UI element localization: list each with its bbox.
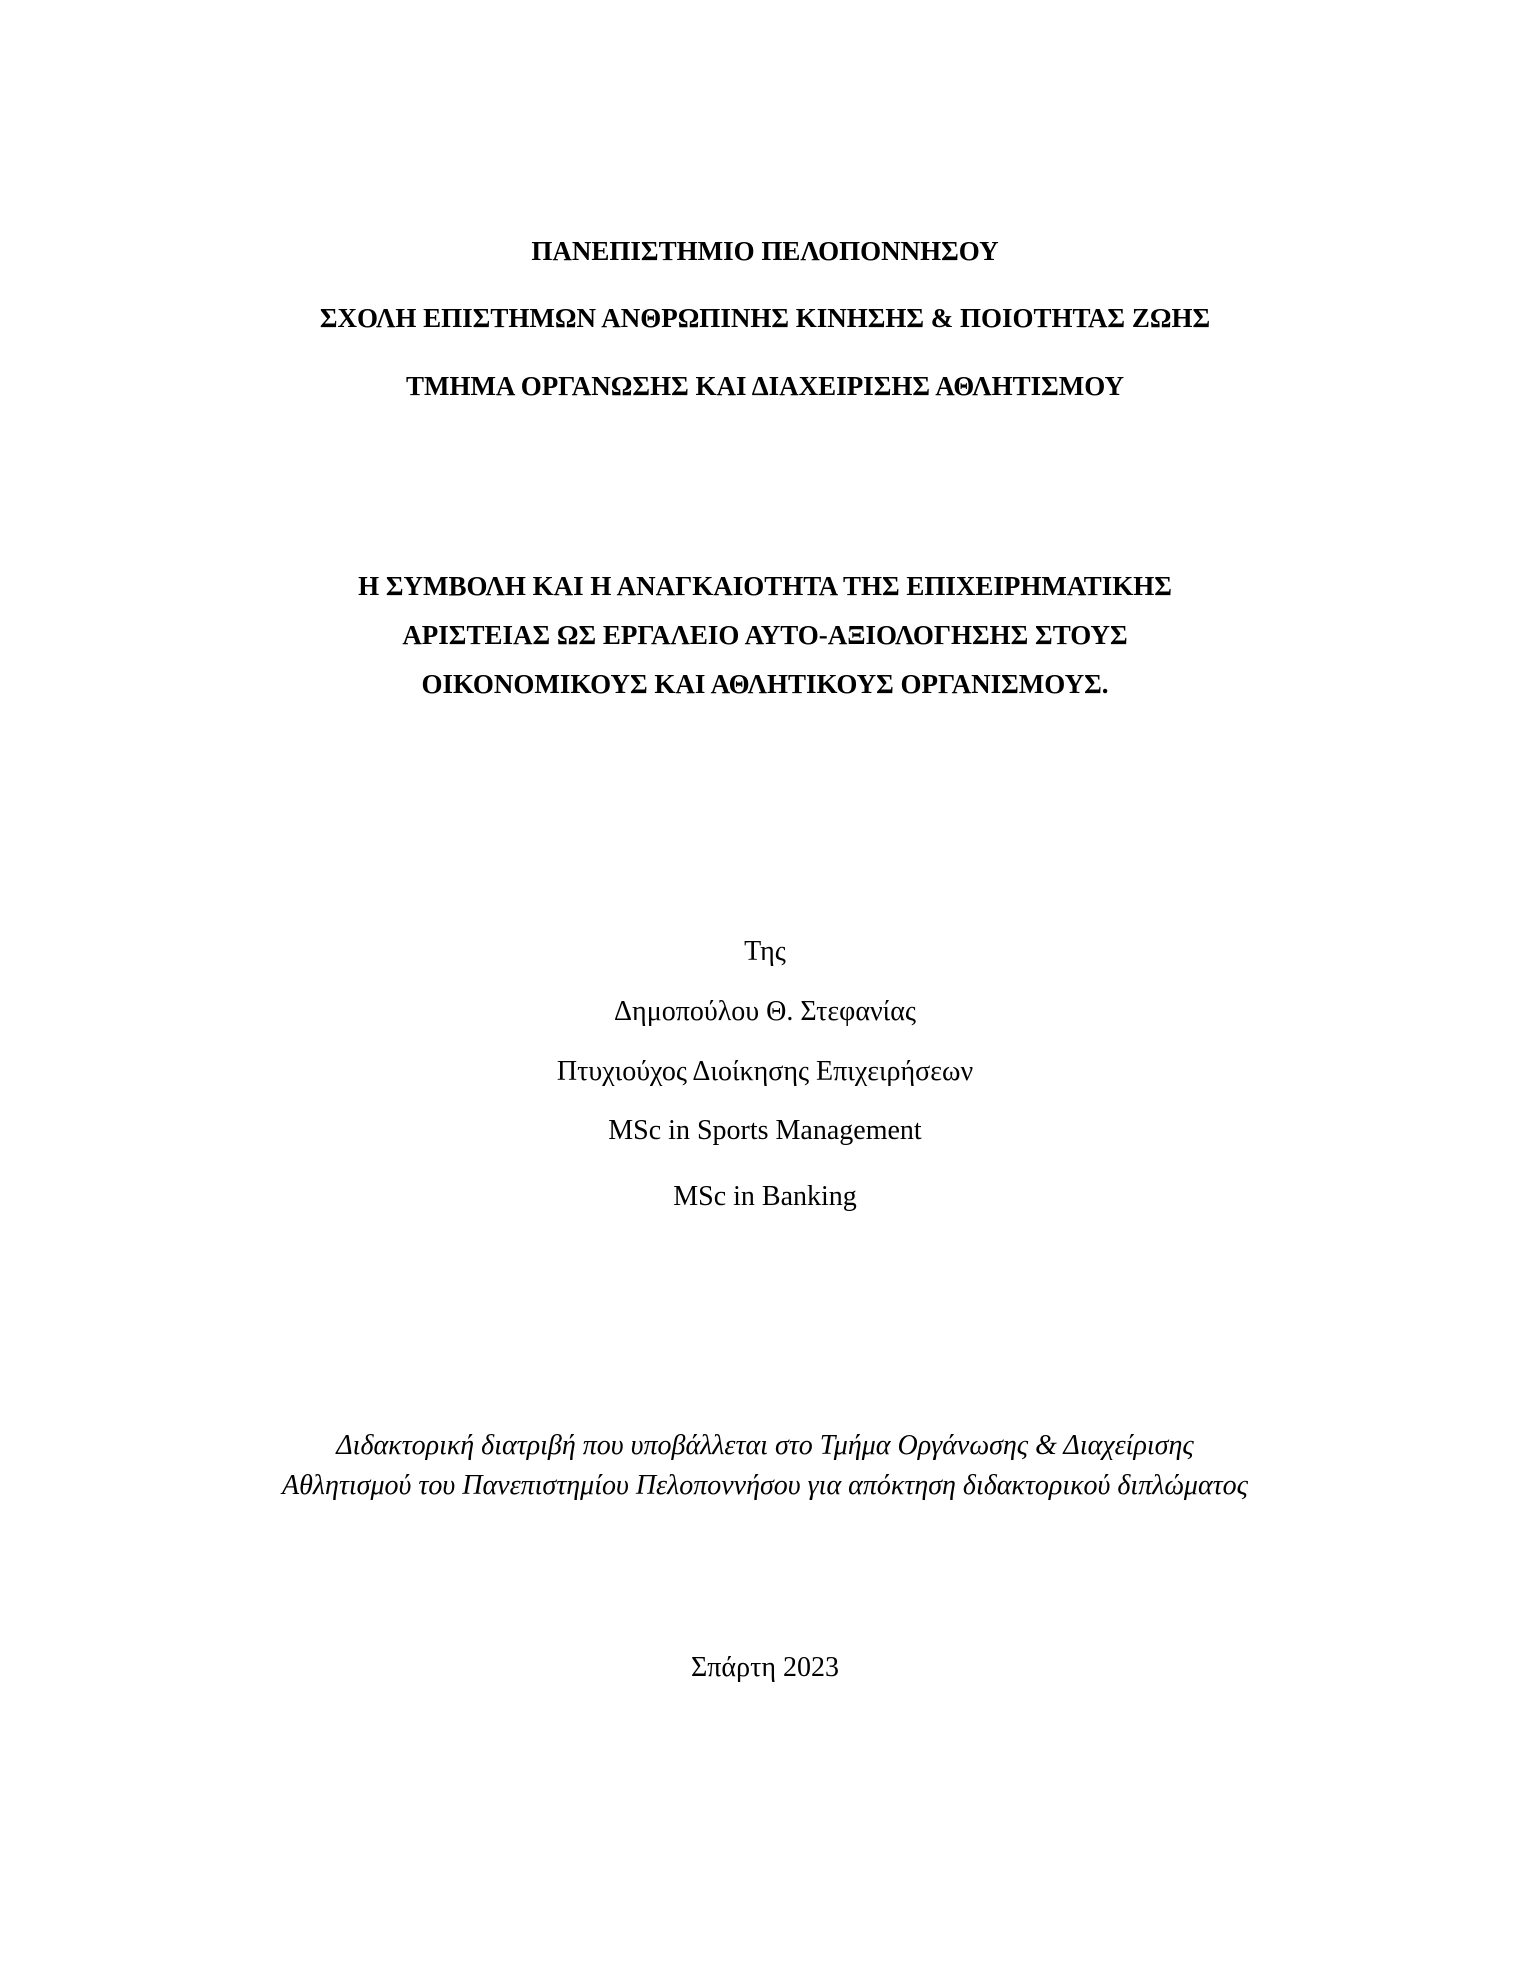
thesis-title-line-3: ΟΙΚΟΝΟΜΙΚΟΥΣ ΚΑΙ ΑΘΛΗΤΙΚΟΥΣ ΟΡΓΑΝΙΣΜΟΥΣ.: [421, 669, 1109, 699]
thesis-description-line-1: Διδακτορική διατριβή που υποβάλλεται στο Τμήμα Οργάνωσης & Διαχείρισης: [336, 1430, 1194, 1461]
thesis-description-line-2: Αθλητισμού του Πανεπιστημίου Πελοποννήσου για απόκτηση διδακτορικού διπλώματος: [281, 1470, 1249, 1501]
author-degree-3: MSc in Banking: [673, 1181, 857, 1212]
thesis-title-line-2: ΑΡΙΣΤΕΙΑΣ ΩΣ ΕΡΓΑΛΕΙΟ ΑΥΤΟ-ΑΞΙΟΛΟΓΗΣΗΣ ΣΤΟΥΣ: [402, 620, 1128, 650]
school-name: ΣΧΟΛΗ ΕΠΙΣΤΗΜΩΝ ΑΝΘΡΩΠΙΝΗΣ ΚΙΝΗΣΗΣ & ΠΟΙΟΤΗΤΑΣ ΖΩΗΣ: [319, 303, 1211, 333]
author-by-label: Της: [744, 936, 786, 967]
author-degree-1: Πτυχιούχος Διοίκησης Επιχειρήσεων: [556, 1056, 974, 1087]
author-degree-2: MSc in Sports Management: [608, 1115, 922, 1146]
thesis-title-line-1: Η ΣΥΜΒΟΛΗ ΚΑΙ Η ΑΝΑΓΚΑΙΟΤΗΤΑ ΤΗΣ ΕΠΙΧΕΙΡΗΜΑΤΙΚΗΣ: [358, 571, 1172, 601]
place-and-year: Σπάρτη 2023: [691, 1652, 839, 1683]
university-name: ΠΑΝΕΠΙΣΤΗΜΙΟ ΠΕΛΟΠΟΝΝΗΣΟΥ: [531, 236, 999, 266]
department-name: ΤΜΗΜΑ ΟΡΓΑΝΩΣΗΣ ΚΑΙ ΔΙΑΧΕΙΡΙΣΗΣ ΑΘΛΗΤΙΣΜΟΥ: [405, 371, 1125, 401]
author-name: Δημοπούλου Θ. Στεφανίας: [614, 996, 916, 1027]
